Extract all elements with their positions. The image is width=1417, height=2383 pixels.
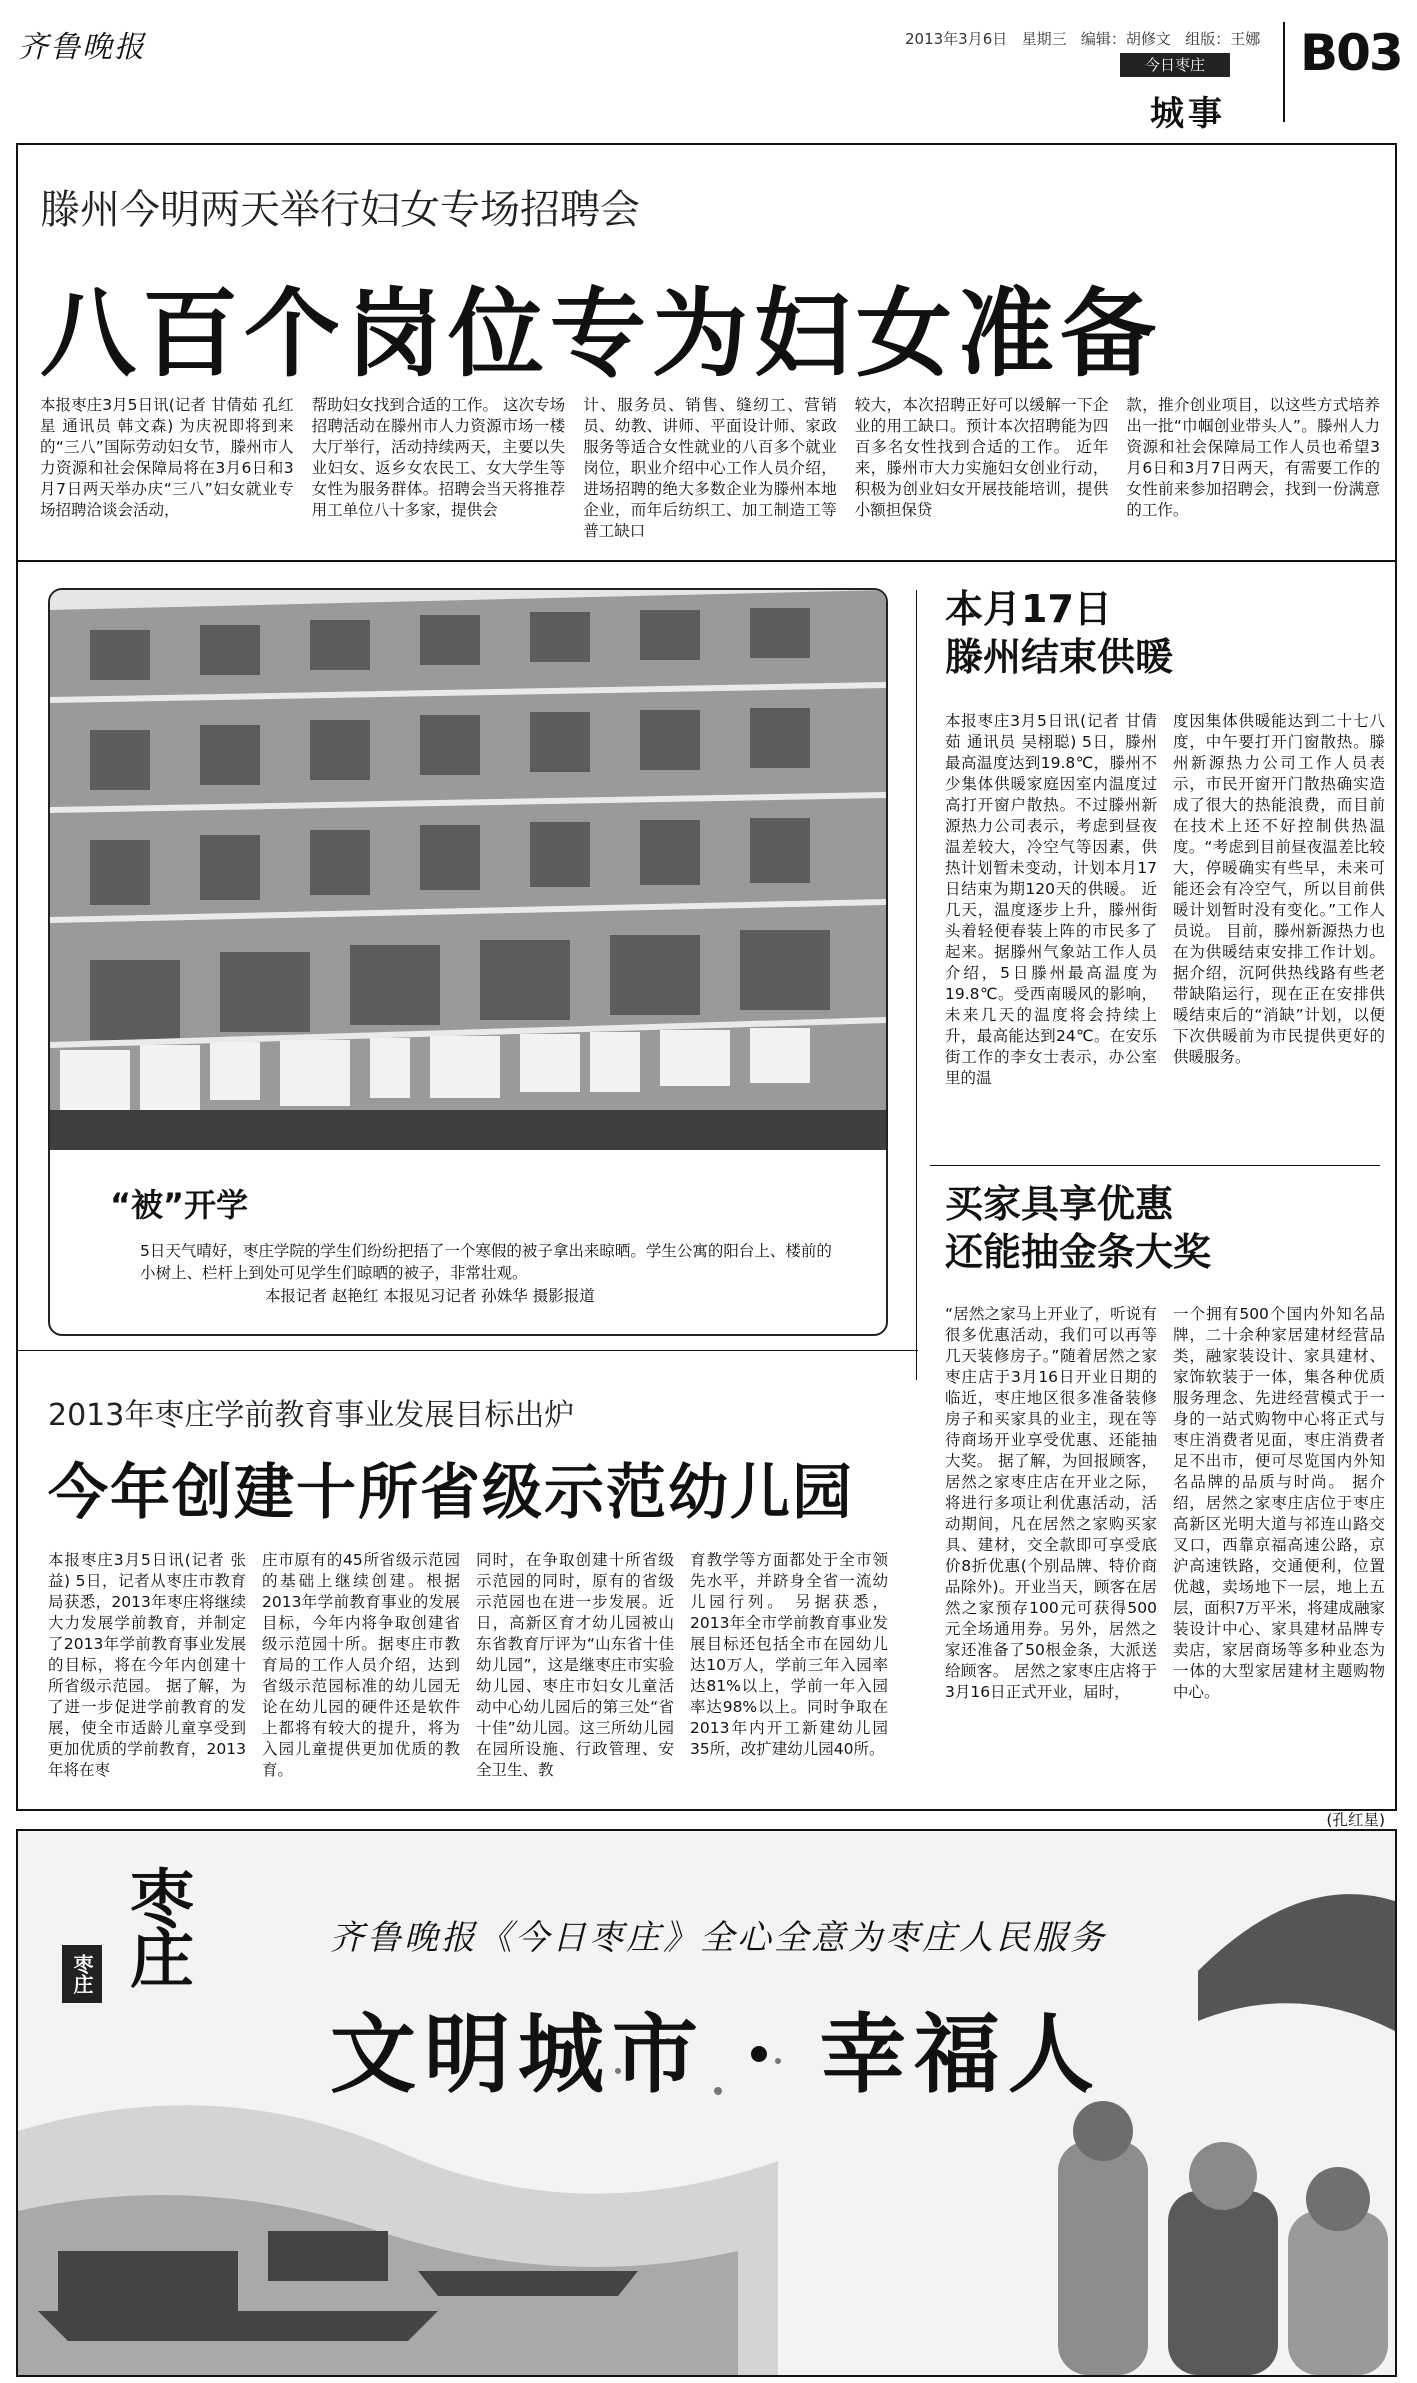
article2-body xyxy=(945,711,1385,1171)
header-divider xyxy=(1283,22,1285,122)
issue-weekday: 星期三 xyxy=(1021,30,1067,48)
article1-paragraph: 较大，本次招聘正好可以缓解一下企业的用工缺口。预计本次招聘能为四百多名女性找到合适的工作。 近年来，滕州市大力实施妇女创业行动，积极为创业妇女开展技能培训，提供小额担保贷 xyxy=(854,396,1109,519)
article4-author: (孔红星) xyxy=(1326,1811,1385,1829)
section-name: 城事 xyxy=(1150,94,1226,134)
article3-column xyxy=(262,1550,460,1800)
article2-column xyxy=(1173,711,1385,1171)
article4-column xyxy=(945,1304,1157,1804)
layout-credit: 组版：王娜 xyxy=(1185,30,1261,48)
article1-body xyxy=(40,395,1380,545)
article1-bottom-rule xyxy=(18,560,1395,562)
page-number: B03 xyxy=(1300,24,1402,82)
article2 xyxy=(945,585,1385,1171)
article3-column xyxy=(48,1550,246,1800)
article4-column xyxy=(1173,1304,1385,1804)
ad-slogan: 齐鲁晚报《今日枣庄》全心全意为枣庄人民服务 xyxy=(330,1918,1107,1958)
editor-credit: 编辑：胡修文 xyxy=(1080,30,1171,48)
article1-column xyxy=(583,395,837,545)
photo-bottom-rule xyxy=(18,1350,918,1351)
article2-column xyxy=(945,711,1157,1171)
article1-column xyxy=(40,395,294,545)
header-meta xyxy=(905,28,1260,49)
column-divider xyxy=(916,590,917,1380)
article3-headline: 今年创建十所省级示范幼儿园 xyxy=(48,1458,854,1528)
article1-paragraph: 本报枣庄3月5日讯(记者 甘倩茹 孔红星 通讯员 韩文森) 为庆祝即将到来的“三八”国际劳动妇女节，滕州市人力资源和社会保障局将在3月6日和3月7日两天举办庆“三八”妇女就业专场招聘洽谈会活动， xyxy=(40,396,294,519)
article1-paragraph: 计、服务员、销售、缝纫工、营销员、幼教、讲师、平面设计师、家政服务等适合女性就业的八百多个就业岗位，职业介绍中心工作人员介绍，进场招聘的绝大多数企业为滕州本地企业，而年后纺织工、加工制造工等普工缺口 xyxy=(583,396,837,540)
article3-body xyxy=(48,1550,888,1800)
article3-paragraph: 本报枣庄3月5日讯(记者 张益) 5日，记者从枣庄市教育局获悉，2013年枣庄将继续大力发展学前教育，并制定了2013年学前教育事业发展的目标，将在今年内创建十所省级示范园。 据了解，为了进一步促进学前教育的发展，使全市适龄儿童享受到更加优质的学前教育，2013年将在枣 xyxy=(48,1551,246,1779)
article1-headline: 八百个岗位专为妇女准备 xyxy=(40,277,1162,390)
article1-column xyxy=(855,395,1109,545)
article4-body xyxy=(945,1304,1385,1804)
article3-paragraph: 庄市原有的45所省级示范园的基础上继续创建。根据2013年学前教育事业的发展目标，今年内将争取创建省级示范园十所。据枣庄市教育局的工作人员介绍，达到省级示范园标准的幼儿园无论在幼儿园的硬件还是软件上都将有较大的提升，将为入园儿童提供更加优质的教育。 xyxy=(262,1551,460,1779)
article3-column xyxy=(690,1550,888,1800)
article4 xyxy=(945,1180,1385,1830)
article2-paragraph: 本报枣庄3月5日讯(记者 甘倩茹 通讯员 吴栩聪) 5日，滕州最高温度达到19.8℃，滕州不少集体供暖家庭因室内温度过高打开窗户散热。不过滕州新源热力公司表示，考虑到昼夜温差较大，冷空气等因素，供热计划暂未变动，计划本月17日结束为期120天的供暖。 近几天，温度逐步上升，滕州街头着轻便春装上阵的市民多了起来。据滕州气象站工作人员介绍，5日滕州最高温度为19.8℃。受西南暖风的影响，未来几天的温度将会持续上升，最高能达到24℃。在安乐街工作的李女士表示，办公室里的温 xyxy=(945,712,1157,1087)
article3-paragraph: 同时，在争取创建十所省级示范园的同时，原有的省级示范园也在进一步发展。近日，高新区育才幼儿园被山东省教育厅评为“山东省十佳幼儿园”，这是继枣庄市实验幼儿园、枣庄市妇女儿童活动中心幼儿园后的第三处“省十佳”幼儿园。这三所幼儿园在园所设施、行政管理、安全卫生、教 xyxy=(476,1551,674,1779)
article3-paragraph: 育教学等方面都处于全市领先水平，并跻身全省一流幼儿园行列。 另据获悉，2013年全市学前教育事业发展目标还包括全市在园幼儿达10万人，学前三年入园率达81%以上，学前一年入园率达98%以上。同时争取在2013年内开工新建幼儿园35所，改扩建幼儿园40所。 xyxy=(690,1551,888,1758)
section-tab: 今日枣庄 xyxy=(1120,53,1230,77)
article3-kicker: 2013年枣庄学前教育事业发展目标出炉 xyxy=(48,1398,575,1433)
article2-headline-line2: 滕州结束供暖 xyxy=(945,635,1174,679)
photo-credit: 本报记者 赵艳红 本报见习记者 孙姝华 摄影报道 xyxy=(265,1287,595,1305)
ad-seal: 枣庄 xyxy=(62,1945,102,2003)
masthead-logo: 齐鲁晚报 xyxy=(18,30,146,65)
ad-logo: 枣庄 xyxy=(119,1865,194,1985)
dormitory-photo xyxy=(50,590,886,1150)
article4-paragraph: “居然之家马上开业了，听说有很多优惠活动，我们可以再等几天装修房子。”随着居然之家枣庄店于3月16日开业日期的临近，枣庄地区很多准备装修房子和买家具的业主，现在等待商场开业享受优惠、还能抽大奖。 据了解，为回报顾客，居然之家枣庄店在开业之际，将进行多项让利优惠活动，活动期间，凡在居然之家购买家具、建材，交全款即可享受底价8折优惠(个别品牌、特价商品除外)。开业当天，顾客在居然之家预存100元可获得500元全场通用券。另外，居然之家还准备了50根金条，大派送给顾客。 居然之家枣庄店将于3月16日正式开业，届时， xyxy=(945,1305,1157,1701)
article1-paragraph: 帮助妇女找到合适的工作。 这次专场招聘活动在滕州市人力资源市场一楼大厅举行，活动持续两天，主要以失业妇女、返乡女农民工、女大学生等女性为服务群体。招聘会当天将推荐用工单位八十多家，提供会 xyxy=(311,396,566,519)
article1-column xyxy=(312,395,566,545)
ad-big-text: 文明城市 · 幸福人 xyxy=(330,2004,1102,2105)
article3-column xyxy=(476,1550,674,1800)
article1-paragraph: 款，推介创业项目，以这些方式培养出一批“巾帼创业带头人”。滕州人力资源和社会保障局工作人员也希望3月6日和3月7日两天，有需要工作的女性前来参加招聘会，找到一份满意的工作。 xyxy=(1126,396,1380,519)
article2-headline-line1: 本月17日 xyxy=(945,587,1112,631)
article4-paragraph: 一个拥有500个国内外知名品牌，二十余种家居建材经营品类，融家装设计、家具建材、家饰软装于一体，集各种优质服务理念、先进经营模式于一身的一站式购物中心将正式与枣庄消费者见面，枣庄消费者足不出市，便可尽览国内外知名品牌的品质与时尚。 据介绍，居然之家枣庄店位于枣庄高新区光明大道与祁连山路交叉口，西靠京福高速公路，京沪高速铁路，交通便利，位置优越，卖场地下一层，地上五层，面积7万平米，将建成融家装设计中心、家具建材品牌专卖店，家居商场等多种业态为一体的大型家居建材主题购物中心。 xyxy=(1173,1305,1385,1701)
article4-headline-line1: 买家具享优惠 xyxy=(945,1182,1174,1226)
article2-bottom-rule xyxy=(930,1165,1380,1166)
photo-caption-title: “被”开学 xyxy=(110,1186,249,1224)
article1-column xyxy=(1126,395,1380,545)
photo-caption-text: 5日天气晴好，枣庄学院的学生们纷纷把捂了一个寒假的被子拿出来晾晒。学生公寓的阳台上、楼前的小树上、栏杆上到处可见学生们晾晒的被子，非常壮观。 xyxy=(140,1242,832,1282)
article2-paragraph: 度因集体供暖能达到二十七八度，中午要打开门窗散热。滕州新源热力公司工作人员表示，市民开窗开门散热确实造成了很大的热能浪费，而目前在技术上还不好控制供热温度。“考虑到目前昼夜温差比较大，停暖确实有些早，未来可能还会有冷空气，所以目前供暖计划暂时没有变化。”工作人员说。 目前，滕州新源热力也在为供暖结束安排工作计划。据介绍，沉阿供热线路有些老带缺陷运行，现在正在安排供暖结束后的“消缺”计划，以便下次供暖前为市民提供更好的供暖服务。 xyxy=(1173,712,1385,1066)
article1-kicker: 滕州今明两天举行妇女专场招聘会 xyxy=(40,187,640,233)
issue-date: 2013年3月6日 xyxy=(905,30,1008,48)
article4-headline-line2: 还能抽金条大奖 xyxy=(945,1230,1212,1274)
